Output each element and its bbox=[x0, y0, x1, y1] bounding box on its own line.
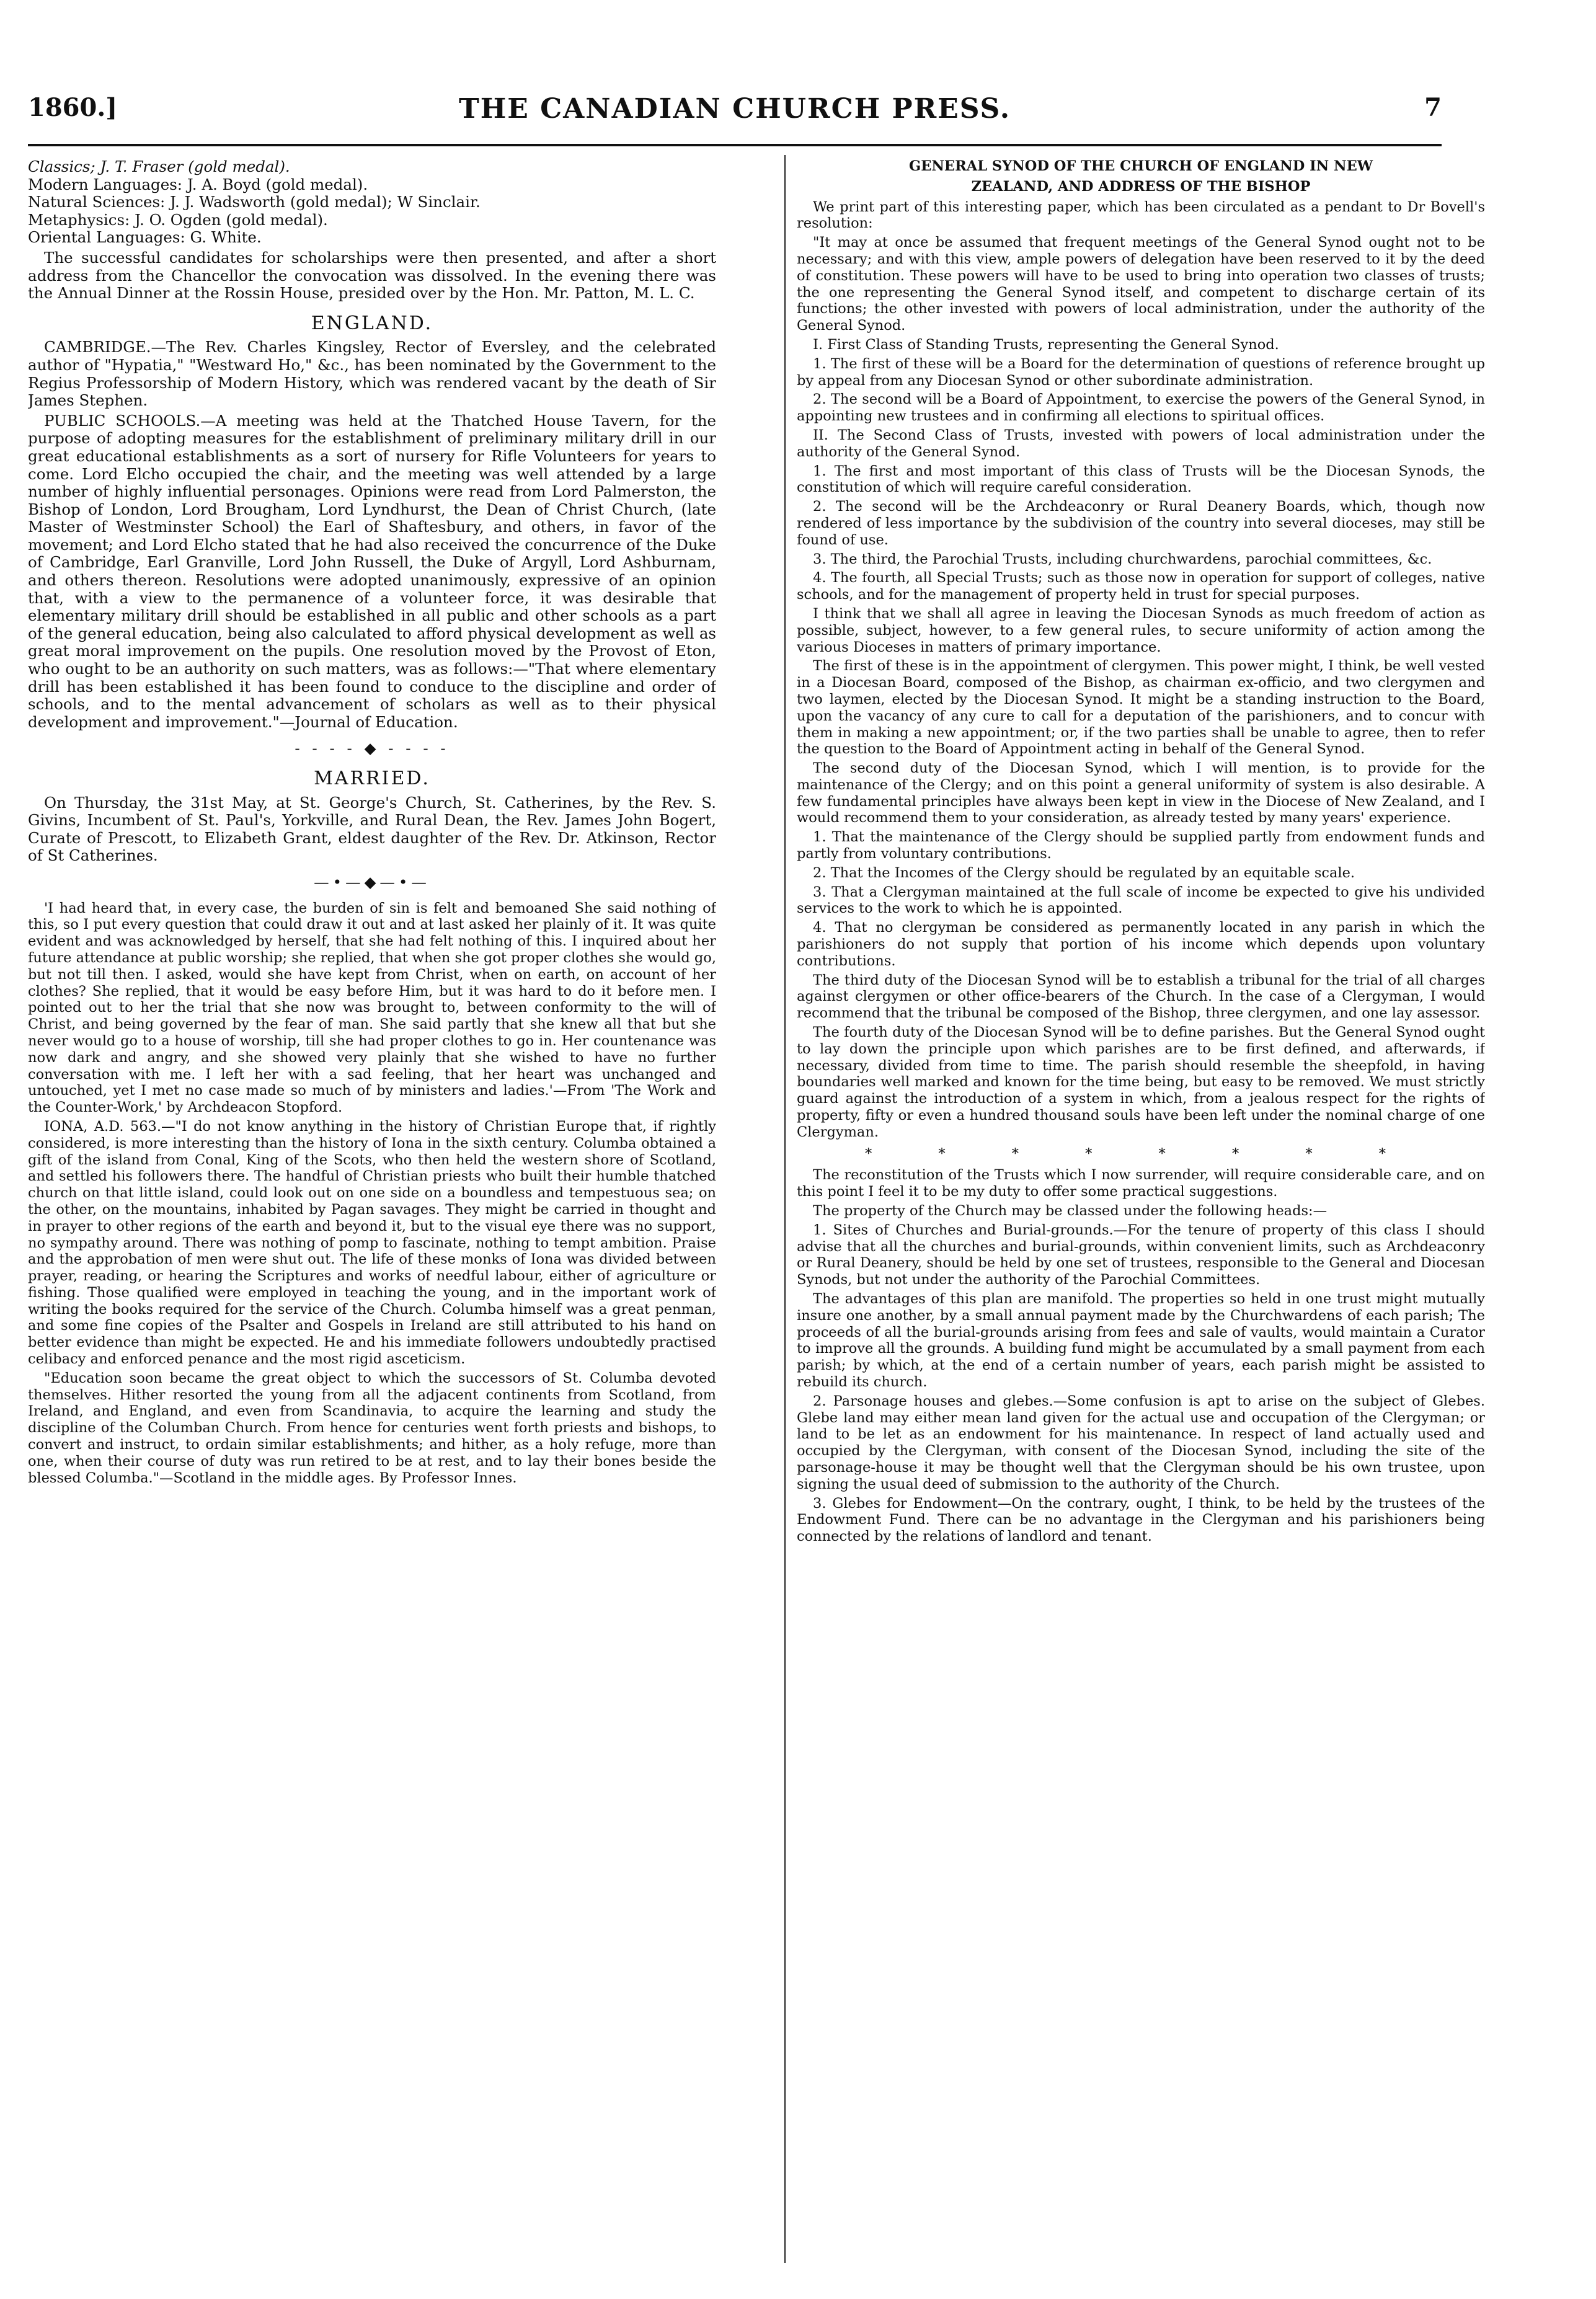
header-year: 1860.] bbox=[28, 93, 118, 122]
synod-paragraph: The second duty of the Diocesan Synod, which I will mention, is to provide for the maintenance of the Clergy; and on this point a general uniformity of system is also desirable. A few fundamental principles have always been kept in view in the Diocese of New Zealand, and I would recommend them to your consideration, as already tested by many years' experience. bbox=[797, 760, 1485, 826]
public-schools-paragraph: PUBLIC SCHOOLS.—A meeting was held at the Thatched House Tavern, for the purpose of adopting measures for the establishment of preliminary military drill in our great educational establishments as a sort of nursery for Rifle Volunteers for years to come. Lord Elcho occupied the chair, and the meeting was well attended by a large number of highly influential personages. Opinions were read from Lord Palmerston, the Bishop of London, Lord Brougham, Lord Lyndhurst, the Dean of Christ Church, (late Master of Westminster School) the Earl of Shaftesbury, and others, in favor of the movement; and Lord Elcho stated that he had also received the concurrence of the Duke of Cambridge, Earl Granville, Lord John Russell, the Duke of Argyll, Lord Ashburnam, and others thereon. Resolutions were adopted unanimously, expressive of an opinion that, with a view to the permanence of a volunteer force, it was desirable that elementary military drill should be established in all public and other schools as a part of the general education, being also calculated to afford physical development as well as great moral improvement on the pupils. One resolution moved by the Provost of Eton, who ought to be an authority on such matters, was as follows:—"That where elementary drill has been established it has been found to conduce to the discipline and order of schools, and to the mental advancement of scholars as well as to their physical development and improvement."—Journal of Education. bbox=[28, 411, 716, 731]
right-column bbox=[797, 158, 1485, 2266]
synod-paragraph: 3. That a Clergyman maintained at the full scale of income be expected to give his undivided services to the work to which he is appointed. bbox=[797, 884, 1485, 917]
synod-paragraph: The first of these is in the appointment of clergymen. This power might, I think, be well vested in a Diocesan Board, composed of the Bishop, as chairman ex-officio, and two clergymen and two laymen, elected by the Diocesan Synod. It might be a standing instruction to the Board, upon the vacancy of any cure to call for a deputation of the parishioners, and to concur with them in making a new appointment; or, if the two parties shall be unable to agree, then to refer the question to the Board of Appointment acting in behalf of the General Synod. bbox=[797, 658, 1485, 758]
synod-paragraph: 4. The fourth, all Special Trusts; such as those now in operation for support of colleges, native schools, and for the management of property held in trust for special purposes. bbox=[797, 570, 1485, 603]
synod-paragraph: 2. The second will be a Board of Appointment, to exercise the powers of the General Synod, in appointing new trustees and in confirming all elections to spiritual offices. bbox=[797, 391, 1485, 425]
iona-paragraph: IONA, A.D. 563.—"I do not know anything in the history of Christian Europe that, if rightly considered, is more interesting than the history of Iona in the sixth century. Columba obtained a gift of the island from Conal, King of the Scots, who then held the western shore of Scotland, and settled his followers there. The handful of Christian priests who built their humble thatched church on that little island, could look out on one side on a boundless and tempestuous sea; on the other, on the mountains, inhabited by Pagan savages. They might be carried in thought and in prayer to other regions of the earth and beyond it, but to the visual eye there was no support, no sympathy around. There was nothing of pomp to fascinate, nothing to tempt ambition. Praise and the approbation of men were shut out. The life of these monks of Iona was divided between prayer, reading, or hearing the Scriptures and works of needful labour, either of agriculture or fishing. Those qualified were employed in teaching the young, and in the important work of writing the books required for the service of the Church. Columba himself was a great penman, and some fine copies of the Psalter and Gospels in Ireland are still attributed to his hand on better evidence than might be expected. He and his immediate followers undoubtedly practised celibacy and enforced penance and the most rigid asceticism. bbox=[28, 1118, 716, 1368]
medal-metaphysics: Metaphysics: J. O. Ogden (gold medal). bbox=[28, 210, 328, 229]
ornament-divider: —•—◆—•— bbox=[314, 872, 430, 891]
section-break-stars: * * * * * * * * bbox=[864, 1145, 1417, 1162]
synod-paragraph: The property of the Church may be classed under the following heads:— bbox=[813, 1203, 1328, 1220]
scholarships-paragraph: The successful candidates for scholarships were then presented, and after a short address from the Chancellor the convocation was dissolved. In the evening there was the Annual Dinner at the Rossin House, presided over by the Hon. Mr. Patton, M. L. C. bbox=[28, 248, 716, 303]
synod-paragraph: 3. The third, the Parochial Trusts, including churchwardens, parochial committees, &c. bbox=[813, 551, 1432, 567]
synod-paragraph: 1. Sites of Churches and Burial-grounds.—For the tenure of property of this class I should advise that all the churches and burial-grounds, within convenient limits, such as Archdeaconry or Rural Deanery, should be held by one set of trustees, responsible to the General and Diocesan Synods, but not under the authority of the Parochial Committees. bbox=[797, 1221, 1485, 1288]
synod-paragraph: 2. That the Incomes of the Clergy should be regulated by an equitable scale. bbox=[813, 864, 1355, 881]
newspaper-title: THE CANADIAN CHURCH PRESS. bbox=[458, 93, 1011, 125]
medal-oriental-languages: Oriental Languages: G. White. bbox=[28, 228, 262, 247]
medal-natural-sciences: Natural Sciences: J. J. Wadsworth (gold medal); W Sinclair. bbox=[28, 193, 481, 211]
page-number: 7 bbox=[1424, 93, 1442, 122]
synod-paragraph: The advantages of this plan are manifold. The properties so held in one trust might mutually insure one another, by a small annual payment made by the Churchwardens of each parish; The proceeds of all the burial-grounds arising from fees and sale of vaults, would maintain a Curator to improve all the grounds. A building fund might be accumulated by a small payment from each parish; by which, at the end of a certain number of years, each parish might be assisted to rebuild its church. bbox=[797, 1291, 1485, 1390]
synod-paragraph: I. First Class of Standing Trusts, representing the General Synod. bbox=[813, 336, 1279, 353]
page-header bbox=[28, 93, 1442, 136]
synod-paragraph: The reconstitution of the Trusts which I now surrender, will require considerable care, and on this point I feel it to be my duty to offer some practical suggestions. bbox=[797, 1167, 1485, 1200]
column-divider bbox=[784, 155, 786, 2263]
synod-paragraph: I think that we shall all agree in leaving the Diocesan Synods as much freedom of action as possible, subject, however, to a few general rules, to secure uniformity of action among the various Dioceses in matters of primary importance. bbox=[797, 605, 1485, 655]
education-paragraph: "Education soon became the great object to which the successors of St. Columba devoted themselves. Hither resorted the young from all the adjacent continents from Scotland, from Ireland, and England, and even from Scandinavia, to acquire the learning and study the discipline of the Columban Church. From hence for centuries went forth priests and bishops, to convert and instruct, to ordain similar establishments; and hither, as a holy refuge, more than one, when their course of duty was run retired to be at rest, and to lay their bones beside the blessed Columba."—Scotland in the middle ages. By Professor Innes. bbox=[28, 1370, 716, 1486]
synod-paragraph: 2. The second will be the Archdeaconry or Rural Deanery Boards, which, though now rendered of less importance by the subdivision of the country into several dioceses, may still be found of use. bbox=[797, 498, 1485, 548]
married-notice: On Thursday, the 31st May, at St. George's Church, St. Catherines, by the Rev. S. Givins, Incumbent of St. Paul's, Yorkville, and Rural Dean, the Rev. James John Bogert, Curate of Prescott, to Elizabeth Grant, eldest daughter of the Rev. Dr. Atkinson, Rector of St Catherines. bbox=[28, 793, 716, 865]
synod-paragraph: The fourth duty of the Diocesan Synod will be to define parishes. But the General Synod ought to lay down the principle upon which parishes are to be first defined, and afterwards, if necessary, divided from time to time. The parish should resemble the sheepfold, in having boundaries well marked and known for the time being, but easy to be removed. We must strictly guard against the introduction of a system in which, from a jealous respect for the rights of property, fifty or even a hundred thousand souls have been left under the nominal charge of one Clergyman. bbox=[797, 1024, 1485, 1140]
synod-paragraph: 1. That the maintenance of the Clergy should be supplied partly from endowment funds and partly from voluntary contributions. bbox=[797, 829, 1485, 862]
ornament-rule: - - - - ◆ - - - - bbox=[295, 739, 450, 758]
synod-heading-line1: GENERAL SYNOD OF THE CHURCH OF ENGLAND IN NEW bbox=[908, 158, 1373, 174]
synod-paragraph: "It may at once be assumed that frequent meetings of the General Synod ought not to be necessary; and with this view, ample powers of delegation have been reserved to it by the deed of constitution. These powers will have to be used to bring into operation two classes of trusts; the one representing the General Synod itself, and competent to discharge certain of its functions; the other invested with powers of local administration, under the authority of the General Synod. bbox=[797, 234, 1485, 334]
cambridge-paragraph: CAMBRIDGE.—The Rev. Charles Kingsley, Rector of Eversley, and the celebrated author of "Hypatia," "Westward Ho," &c., has been nominated by the Government to the Regius Professorship of Modern History, which was rendered vacant by the death of Sir James Stephen. bbox=[28, 338, 716, 410]
synod-paragraph: The third duty of the Diocesan Synod will be to establish a tribunal for the trial of all charges against clergymen or other office-bearers of the Church. In the case of a Clergyman, I would recommend that the tribunal be composed of the Bishop, three clergymen, and one lay assessor. bbox=[797, 972, 1485, 1022]
synod-paragraph: 1. The first and most important of this class of Trusts will be the Diocesan Synods, the constitution of which will require careful consideration. bbox=[797, 463, 1485, 496]
archdeacon-stopford-extract: 'I had heard that, in every case, the burden of sin is felt and bemoaned She said nothing of this, so I put every question that could draw it out and at last asked her plainly of it. It was quite evident and was acknowledged by herself, that she had felt nothing of this. I inquired about her future attendance at public worship; she replied, that when she got proper clothes she would go, but not till then. I asked, would she have kept from Christ, when on earth, on account of her clothes? She replied, that it would be easy before Him, but it was hard to do it before men. I pointed out to her the trial that she now was brought to, between conformity to the will of Christ, and being governed by the fear of man. She said partly that she knew all that but she never would go to a house of worship, till she had proper clothes to go in. Her countenance was now dark and angry, and she showed very plainly that she wished to have no further conversation with me. I left her with a sad feeling, that her heart was unchanged and untouched, yet I met no case made so much of by ministers and ladies.'—From 'The Work and the Counter-Work,' by Archdeacon Stopford. bbox=[28, 900, 716, 1116]
synod-intro: We print part of this interesting paper, which has been circulated as a pendant to Dr Bovell's resolution: bbox=[797, 198, 1485, 232]
synod-paragraph: 4. That no clergyman be considered as permanently located in any parish in which the parishioners do not supply that portion of his income which depends upon voluntary contributions. bbox=[797, 919, 1485, 969]
synod-paragraph: 2. Parsonage houses and glebes.—Some confusion is apt to arise on the subject of Glebes. Glebe land may either mean land given for the actual use and occupation of the Clergyman; or land to be let as an endowment for his maintenance. In respect of land actually used and occupied by the Clergyman, with consent of the Diocesan Synod, including the site of the parsonage-house it may be thought well that the Clergyman should be his own trustee, upon signing the usual deed of submission to the authority of the Church. bbox=[797, 1393, 1485, 1492]
header-rule bbox=[28, 144, 1442, 146]
medal-modern-languages: Modern Languages: J. A. Boyd (gold medal). bbox=[28, 175, 368, 193]
synod-heading-line2: ZEALAND, AND ADDRESS OF THE BISHOP bbox=[971, 178, 1311, 195]
england-heading: ENGLAND. bbox=[311, 312, 433, 334]
synod-paragraph: 1. The first of these will be a Board for the determination of questions of reference brought up by appeal from any Diocesan Synod or other subordinate administration. bbox=[797, 355, 1485, 389]
synod-paragraph: II. The Second Class of Trusts, invested with powers of local administration under the authority of the General Synod. bbox=[797, 427, 1485, 460]
married-heading: MARRIED. bbox=[314, 768, 430, 789]
medal-classics: Classics; J. T. Fraser (gold medal). bbox=[28, 158, 290, 175]
left-column bbox=[28, 158, 716, 2266]
synod-paragraph: 3. Glebes for Endowment—On the contrary, ought, I think, to be held by the trustees of the Endowment Fund. There can be no advantage in the Clergyman and his parishioners being connected by the relations of landlord and tenant. bbox=[797, 1495, 1485, 1545]
